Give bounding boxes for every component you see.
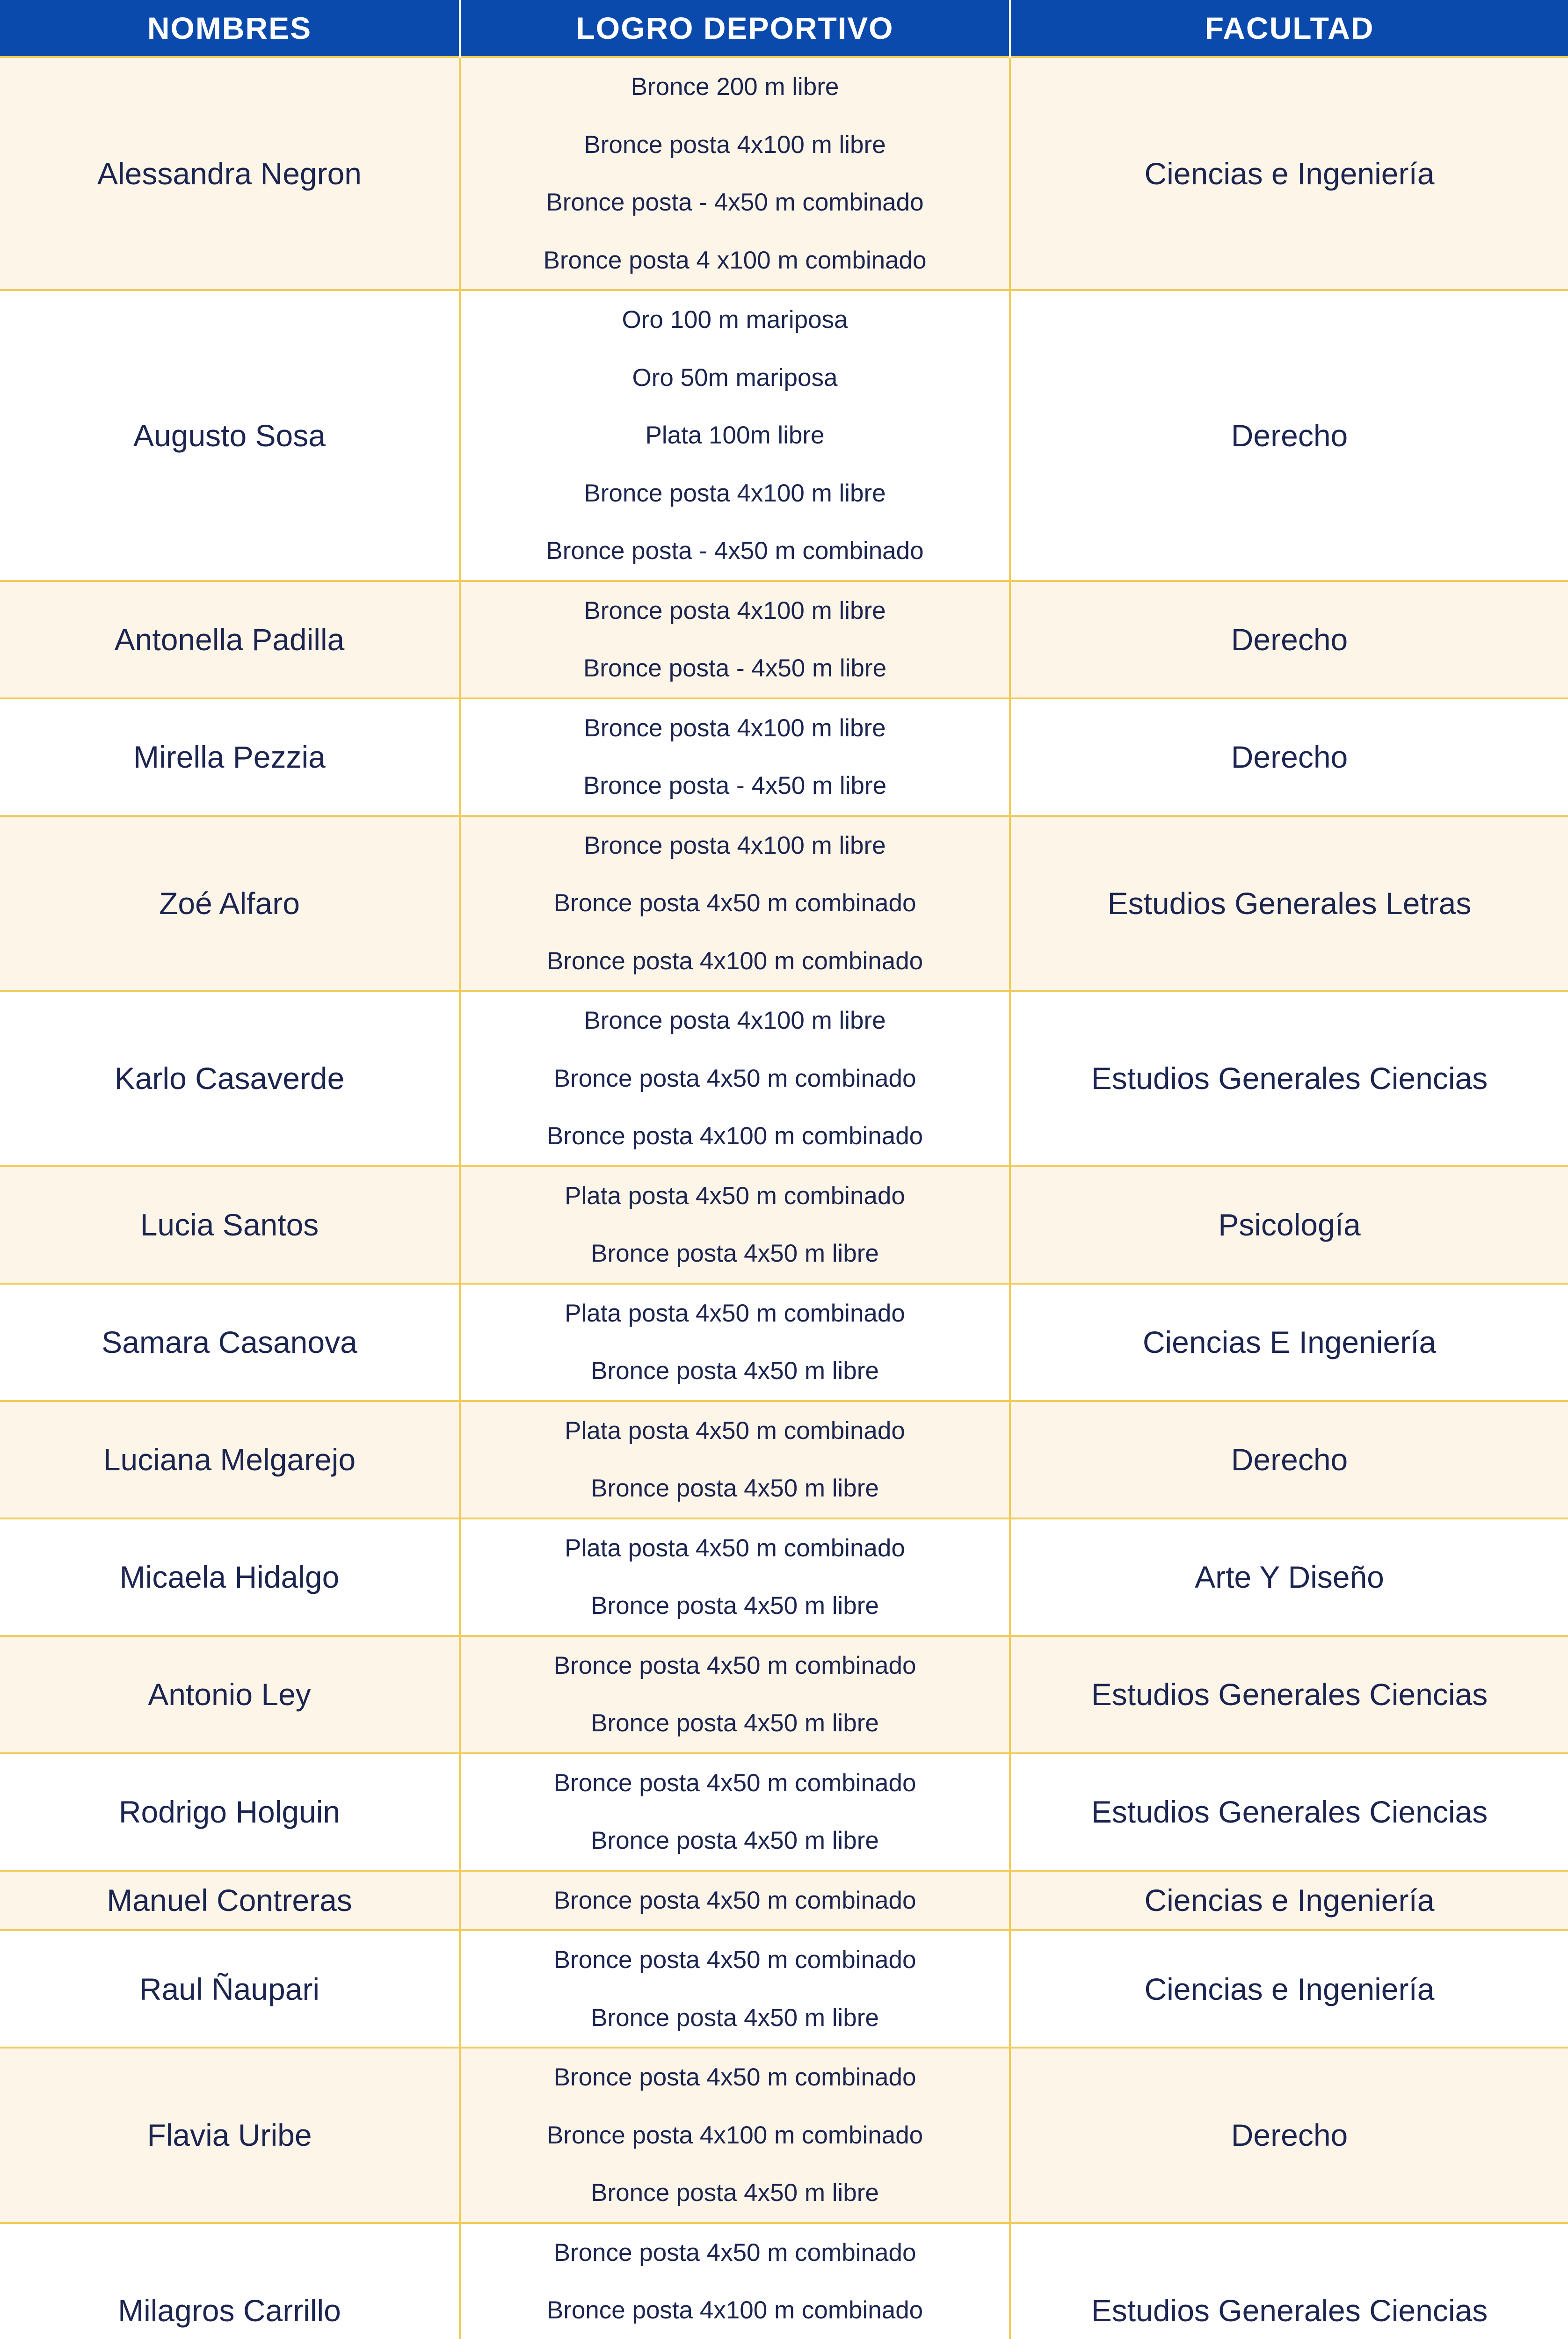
achievement-cell bbox=[460, 1753, 1010, 1871]
achievement-cell bbox=[460, 1166, 1010, 1284]
athlete-name: Alessandra Negron bbox=[0, 57, 460, 290]
athlete-name: Lucia Santos bbox=[0, 1166, 460, 1284]
achievement-item: Bronce posta 4x50 m combinado bbox=[553, 1064, 916, 1092]
faculty-name: Ciencias e Ingeniería bbox=[1010, 1930, 1568, 2048]
faculty-name: Arte Y Diseño bbox=[1010, 1518, 1568, 1636]
achievement-cell bbox=[460, 1871, 1010, 1931]
achievement-item: Bronce posta 4x50 m combinado bbox=[553, 1886, 916, 1914]
achievement-item: Bronce posta 4x50 m libre bbox=[591, 1475, 879, 1502]
achievement-item: Bronce posta - 4x50 m combinado bbox=[546, 537, 924, 565]
table-row bbox=[0, 2048, 1568, 2223]
achievement-item: Bronce posta 4x50 m combinado bbox=[553, 1651, 916, 1679]
achievement-item: Plata posta 4x50 m combinado bbox=[565, 1534, 905, 1562]
faculty-name: Estudios Generales Ciencias bbox=[1010, 1753, 1568, 1871]
achievement-cell bbox=[460, 1930, 1010, 2048]
achievement-cell bbox=[460, 991, 1010, 1166]
table-row bbox=[0, 698, 1568, 816]
faculty-name: Ciencias E Ingeniería bbox=[1010, 1284, 1568, 1401]
achievement-cell bbox=[460, 1636, 1010, 1753]
header-names: NOMBRES bbox=[0, 0, 460, 57]
achievement-item: Bronce posta 4x50 m libre bbox=[591, 1240, 879, 1267]
table-row bbox=[0, 1871, 1568, 1931]
achievement-item: Bronce posta 4x50 m libre bbox=[591, 1592, 879, 1620]
table-row bbox=[0, 290, 1568, 581]
table-row bbox=[0, 816, 1568, 991]
achievement-item: Bronce posta 4x100 m combinado bbox=[546, 947, 923, 975]
achievement-item: Plata posta 4x50 m combinado bbox=[565, 1299, 905, 1327]
achievement-cell bbox=[460, 581, 1010, 698]
achievement-cell bbox=[460, 698, 1010, 816]
faculty-name: Estudios Generales Ciencias bbox=[1010, 2223, 1568, 2339]
table-row bbox=[0, 581, 1568, 698]
achievement-item: Bronce posta - 4x50 m libre bbox=[583, 772, 887, 799]
athlete-name: Flavia Uribe bbox=[0, 2048, 460, 2223]
table-row bbox=[0, 1636, 1568, 1753]
faculty-name: Psicología bbox=[1010, 1166, 1568, 1284]
athlete-name: Micaela Hidalgo bbox=[0, 1518, 460, 1636]
header-row bbox=[0, 0, 1568, 57]
faculty-name: Estudios Generales Ciencias bbox=[1010, 1636, 1568, 1753]
faculty-name: Derecho bbox=[1010, 581, 1568, 698]
achievement-item: Bronce posta 4 x100 m combinado bbox=[543, 246, 927, 274]
table-body bbox=[0, 57, 1568, 2339]
athlete-name: Rodrigo Holguin bbox=[0, 1753, 460, 1871]
table-row bbox=[0, 1284, 1568, 1401]
achievement-item: Bronce posta 4x100 m libre bbox=[584, 596, 886, 625]
achievement-cell bbox=[460, 1284, 1010, 1401]
achievement-item: Bronce posta 4x100 m libre bbox=[584, 1007, 886, 1034]
faculty-name: Estudios Generales Letras bbox=[1010, 816, 1568, 991]
achievement-item: Bronce posta 4x50 m libre bbox=[591, 2179, 879, 2207]
faculty-name: Ciencias e Ingeniería bbox=[1010, 57, 1568, 290]
achievement-item: Bronce posta 4x50 m libre bbox=[591, 1709, 879, 1737]
table-row bbox=[0, 1753, 1568, 1871]
achievement-item: Plata posta 4x50 m combinado bbox=[565, 1416, 905, 1445]
achievement-item: Bronce posta 4x100 m combinado bbox=[546, 1122, 923, 1150]
table-row bbox=[0, 1401, 1568, 1518]
achievement-item: Bronce posta 4x50 m combinado bbox=[553, 1946, 916, 1974]
athlete-name: Mirella Pezzia bbox=[0, 698, 460, 816]
achievement-item: Bronce 200 m libre bbox=[631, 73, 839, 101]
faculty-name: Derecho bbox=[1010, 698, 1568, 816]
achievement-item: Bronce posta 4x50 m libre bbox=[591, 1357, 879, 1385]
athlete-name: Zoé Alfaro bbox=[0, 816, 460, 991]
achievement-cell bbox=[460, 1401, 1010, 1518]
table-row bbox=[0, 991, 1568, 1166]
athlete-name: Karlo Casaverde bbox=[0, 991, 460, 1166]
achievement-cell bbox=[460, 816, 1010, 991]
achievement-cell bbox=[460, 57, 1010, 290]
athlete-name: Luciana Melgarejo bbox=[0, 1401, 460, 1518]
achievement-item: Bronce posta - 4x50 m combinado bbox=[546, 189, 924, 216]
faculty-name: Derecho bbox=[1010, 290, 1568, 581]
achievement-item: Bronce posta - 4x50 m libre bbox=[583, 654, 887, 682]
achievement-item: Bronce posta 4x100 m combinado bbox=[546, 2121, 923, 2149]
athlete-name: Samara Casanova bbox=[0, 1284, 460, 1401]
achievement-item: Bronce posta 4x100 m combinado bbox=[546, 2296, 923, 2324]
achievement-item: Bronce posta 4x100 m libre bbox=[584, 479, 886, 507]
athlete-name: Antonio Ley bbox=[0, 1636, 460, 1753]
faculty-name: Estudios Generales Ciencias bbox=[1010, 991, 1568, 1166]
athlete-name: Antonella Padilla bbox=[0, 581, 460, 698]
faculty-name: Ciencias e Ingeniería bbox=[1010, 1871, 1568, 1931]
table-row bbox=[0, 57, 1568, 290]
faculty-name: Derecho bbox=[1010, 2048, 1568, 2223]
athlete-name: Augusto Sosa bbox=[0, 290, 460, 581]
achievement-item: Bronce posta 4x50 m libre bbox=[591, 2004, 879, 2032]
athlete-name: Manuel Contreras bbox=[0, 1871, 460, 1931]
achievement-cell bbox=[460, 2048, 1010, 2223]
table-row bbox=[0, 1166, 1568, 1284]
athlete-name: Milagros Carrillo bbox=[0, 2223, 460, 2339]
achievement-item: Bronce posta 4x50 m combinado bbox=[553, 2238, 916, 2266]
athlete-name: Raul Ñaupari bbox=[0, 1930, 460, 2048]
table-row bbox=[0, 1930, 1568, 2048]
achievement-item: Oro 100 m mariposa bbox=[622, 306, 848, 334]
achievement-item: Bronce posta 4x100 m libre bbox=[584, 131, 886, 159]
achievement-item: Bronce posta 4x100 m libre bbox=[584, 714, 886, 742]
achievement-cell bbox=[460, 1518, 1010, 1636]
achievement-item: Bronce posta 4x100 m libre bbox=[584, 831, 886, 859]
achievement-item: Bronce posta 4x50 m combinado bbox=[553, 1769, 916, 1797]
faculty-name: Derecho bbox=[1010, 1401, 1568, 1518]
achievement-item: Plata 100m libre bbox=[645, 421, 825, 449]
table-row bbox=[0, 1518, 1568, 1636]
achievement-cell bbox=[460, 2223, 1010, 2339]
achievement-item: Bronce posta 4x50 m libre bbox=[591, 1827, 879, 1854]
header-faculty: FACULTAD bbox=[1010, 0, 1568, 57]
achievement-item: Oro 50m mariposa bbox=[632, 363, 838, 392]
achievement-item: Bronce posta 4x50 m combinado bbox=[553, 889, 916, 917]
achievement-item: Plata posta 4x50 m combinado bbox=[565, 1182, 905, 1210]
achievement-cell bbox=[460, 290, 1010, 581]
table-row bbox=[0, 2223, 1568, 2339]
header-achievement: LOGRO DEPORTIVO bbox=[460, 0, 1010, 57]
achievement-item: Bronce posta 4x50 m combinado bbox=[553, 2063, 916, 2091]
